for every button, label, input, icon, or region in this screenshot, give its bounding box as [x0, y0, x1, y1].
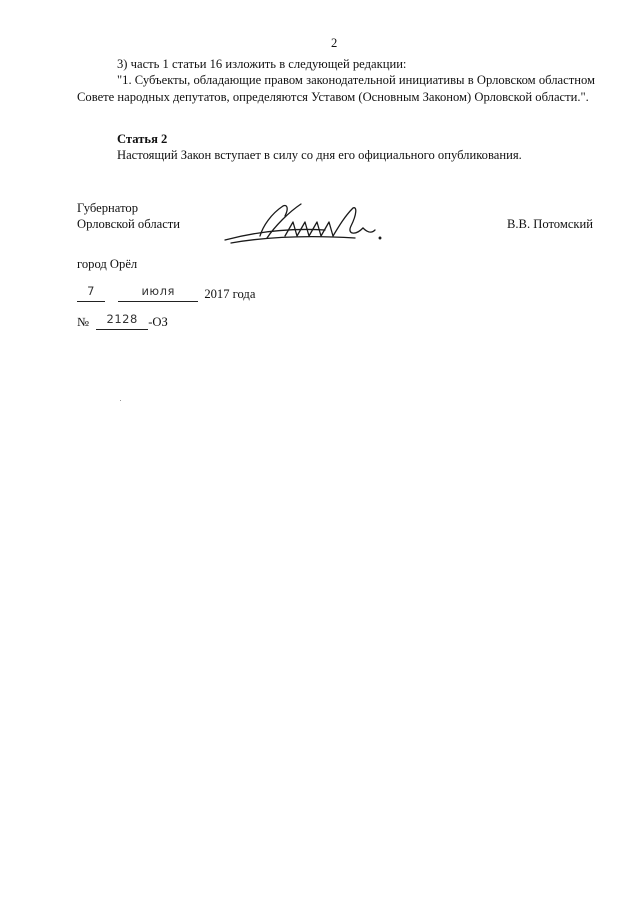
article-2-heading: Статья 2: [117, 132, 168, 146]
scan-speck: [120, 400, 121, 401]
item-3-quote: "1. Субъекты, обладающие правом законодательной инициативы в Орловском областном Совете народных депутатов, определяются Уставом (Основным Законом) Орловской области.".: [77, 73, 595, 104]
date-day: 7: [87, 284, 95, 298]
number-line: [77, 314, 168, 331]
number-field: [96, 312, 148, 330]
signatory-name: В.В. Потомский: [507, 217, 594, 231]
article-2-text: Настоящий Закон вступает в силу со дня его официального опубликования.: [117, 148, 522, 162]
item-3-intro: 3) часть 1 статьи 16 изложить в следующей редакции:: [117, 57, 407, 71]
date-month-field: [118, 284, 198, 302]
date-month: июля: [141, 284, 175, 298]
signatory-title-line1: Губернатор: [77, 201, 138, 215]
date-year: 2017 года: [204, 287, 256, 301]
number-prefix: №: [77, 315, 90, 329]
number-suffix: -ОЗ: [148, 315, 168, 329]
date-day-field: [77, 284, 105, 302]
handwritten-signature: [205, 196, 395, 256]
place: город Орёл: [77, 257, 138, 271]
date-line: [77, 286, 255, 303]
signatory-title-line2: Орловской области: [77, 217, 181, 231]
number-value: 2128: [106, 312, 138, 326]
page-number: 2: [331, 36, 338, 50]
